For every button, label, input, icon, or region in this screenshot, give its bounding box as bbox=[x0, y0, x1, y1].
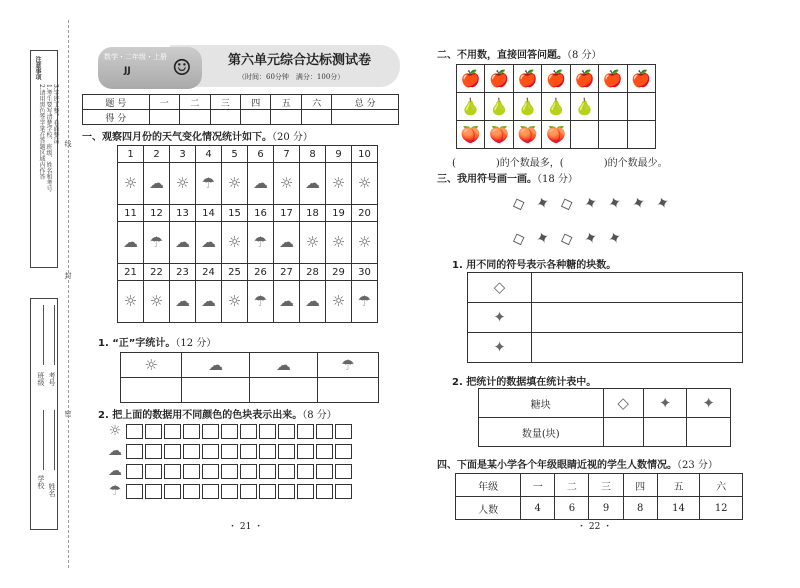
overcast-icon: ☁ bbox=[275, 355, 291, 374]
seal-mark-mi: 密 bbox=[64, 410, 72, 417]
color-block-cell[interactable] bbox=[316, 484, 333, 499]
grade-cell: 四 bbox=[623, 474, 657, 497]
question-4-heading bbox=[437, 456, 718, 471]
twist-candy-icon: ✦ bbox=[702, 393, 715, 412]
wrapped-candy-icon: ◇ bbox=[617, 393, 629, 412]
score-header: 一 bbox=[149, 95, 179, 110]
candy-row bbox=[509, 226, 625, 250]
day-number: 6 bbox=[248, 146, 274, 163]
day-number: 5 bbox=[222, 146, 248, 163]
weather-icon: ☂ bbox=[201, 174, 216, 192]
stat-answer-cell[interactable] bbox=[603, 418, 643, 447]
day-number: 8 bbox=[300, 146, 326, 163]
color-grid-row bbox=[106, 483, 352, 499]
score-cell[interactable] bbox=[240, 110, 270, 125]
day-number: 12 bbox=[144, 205, 170, 222]
color-block-cell[interactable] bbox=[297, 484, 314, 499]
day-number: 2 bbox=[144, 146, 170, 163]
question-3-heading bbox=[437, 170, 578, 185]
weather bbox=[222, 163, 248, 205]
color-block-cell[interactable] bbox=[335, 444, 352, 459]
color-block-cell[interactable] bbox=[278, 424, 295, 439]
cloudy-icon: ☁ bbox=[208, 355, 224, 374]
day-number: 20 bbox=[352, 205, 378, 222]
question-2-heading bbox=[437, 46, 602, 61]
candy-icon: ◇ bbox=[557, 192, 576, 215]
day-number: 28 bbox=[300, 264, 326, 281]
candy-icon: ✦ bbox=[629, 191, 649, 215]
weather bbox=[144, 281, 170, 323]
day-number: 27 bbox=[274, 264, 300, 281]
weather-icon: ☼ bbox=[279, 174, 294, 192]
symbol-answer-cell[interactable] bbox=[532, 273, 743, 303]
weather-icon: ☼ bbox=[227, 233, 242, 251]
color-block-cell[interactable] bbox=[164, 464, 181, 479]
candy-stat-table bbox=[478, 388, 731, 447]
weather bbox=[248, 281, 274, 323]
color-block-cell[interactable] bbox=[240, 424, 257, 439]
weather-icon: ☼ bbox=[331, 174, 346, 192]
weather-icon: ☂ bbox=[253, 292, 268, 310]
fruit: 🍎 bbox=[485, 65, 513, 93]
weather-icon: ☁ bbox=[175, 292, 190, 310]
color-block-cell[interactable] bbox=[126, 484, 143, 499]
candy-icon: ◇ bbox=[557, 227, 576, 250]
grade-cell: 六 bbox=[700, 474, 743, 497]
score-cell[interactable] bbox=[210, 110, 240, 125]
color-block-cell[interactable] bbox=[221, 444, 238, 459]
weather-icon: ☁ bbox=[175, 233, 190, 251]
color-block-cell[interactable] bbox=[183, 444, 200, 459]
color-block-cell[interactable] bbox=[259, 484, 276, 499]
fruit bbox=[599, 93, 627, 121]
weather-icon: ☼ bbox=[331, 292, 346, 310]
color-block-cell[interactable] bbox=[297, 464, 314, 479]
score-cell[interactable] bbox=[332, 110, 399, 125]
grade-tag-label: 数学・二年级・上册 bbox=[104, 53, 167, 61]
grade-cell: 五 bbox=[657, 474, 700, 497]
color-block-cell[interactable] bbox=[183, 464, 200, 479]
day-number: 3 bbox=[170, 146, 196, 163]
weather bbox=[222, 222, 248, 264]
count-cell: 8 bbox=[623, 497, 657, 520]
field-line bbox=[43, 305, 44, 365]
color-block-cell[interactable] bbox=[164, 484, 181, 499]
color-block-cell[interactable] bbox=[297, 444, 314, 459]
field-school: 学校 bbox=[37, 475, 45, 489]
tally-answer-cell[interactable] bbox=[249, 378, 317, 403]
weather bbox=[274, 281, 300, 323]
fruit: 🍐 bbox=[542, 93, 570, 121]
day-number: 18 bbox=[300, 205, 326, 222]
candy-row bbox=[509, 191, 673, 215]
weather bbox=[274, 222, 300, 264]
sunny-icon: ☼ bbox=[144, 355, 158, 374]
color-block-cell[interactable] bbox=[259, 464, 276, 479]
weather-icon: ☁ bbox=[253, 174, 268, 192]
striped-candy-icon: ✦ bbox=[658, 393, 672, 412]
weather-icon: ☂ bbox=[149, 233, 164, 251]
weather-icon: ☂ bbox=[357, 292, 372, 310]
tally-answer-cell[interactable] bbox=[317, 378, 378, 403]
color-block-cell[interactable] bbox=[259, 444, 276, 459]
overcast-icon: ☁ bbox=[108, 463, 122, 479]
q1-sub2-text: 2. 把上面的数据用不同颜色的色块表示出来。 bbox=[98, 410, 303, 421]
q1-sub1-heading bbox=[98, 334, 216, 349]
day-number: 1 bbox=[118, 146, 144, 163]
color-block-cell[interactable] bbox=[145, 444, 162, 459]
weather bbox=[352, 281, 378, 323]
day-number: 25 bbox=[222, 264, 248, 281]
color-block-cell[interactable] bbox=[145, 424, 162, 439]
weather bbox=[352, 163, 378, 205]
q1-sub2-heading bbox=[98, 406, 337, 421]
stat-label-candy: 糖块 bbox=[479, 389, 604, 418]
weather-icon: ☁ bbox=[305, 292, 320, 310]
rainy-icon: ☂ bbox=[108, 483, 122, 499]
score-header: 二 bbox=[180, 95, 210, 110]
weather-icon: ☼ bbox=[357, 233, 372, 251]
count-cell: 6 bbox=[555, 497, 589, 520]
fruit: 🍐 bbox=[513, 93, 541, 121]
grade-cell: 三 bbox=[589, 474, 623, 497]
weather-icon: ☼ bbox=[123, 174, 138, 192]
day-number: 15 bbox=[222, 205, 248, 222]
candy-icon: ◇ bbox=[509, 227, 528, 250]
q3-sub1-heading: 1. 用不同的符号表示各种糖的块数。 bbox=[452, 260, 617, 271]
fruit: 🍑 bbox=[457, 121, 485, 149]
fruit: 🍐 bbox=[485, 93, 513, 121]
day-number: 22 bbox=[144, 264, 170, 281]
rainy-icon: ☂ bbox=[341, 355, 355, 374]
color-block-cell[interactable] bbox=[126, 444, 143, 459]
question-4-points: （23 分） bbox=[677, 460, 718, 471]
weather-icon: ☼ bbox=[175, 174, 190, 192]
color-block-cell[interactable] bbox=[278, 444, 295, 459]
candy-icon: ✦ bbox=[605, 191, 625, 215]
day-number: 23 bbox=[170, 264, 196, 281]
count-cell: 4 bbox=[521, 497, 555, 520]
color-block-cell[interactable] bbox=[316, 424, 333, 439]
color-block-cell[interactable] bbox=[221, 424, 238, 439]
color-block-cell[interactable] bbox=[297, 424, 314, 439]
count-cell: 12 bbox=[700, 497, 743, 520]
weather-icon: ☼ bbox=[149, 292, 164, 310]
weather bbox=[144, 222, 170, 264]
weather-icon: ☼ bbox=[227, 292, 242, 310]
question-1-text: 一、观察四月份的天气变化情况统计如下。 bbox=[82, 132, 272, 143]
cloudy-icon: ☁ bbox=[108, 443, 122, 459]
score-cell[interactable] bbox=[149, 110, 179, 125]
color-block-cell[interactable] bbox=[259, 424, 276, 439]
field-line bbox=[54, 305, 55, 365]
color-block-cell[interactable] bbox=[240, 464, 257, 479]
weather-icon: ☼ bbox=[357, 174, 372, 192]
score-header: 六 bbox=[301, 95, 331, 110]
fold-line bbox=[68, 20, 69, 568]
striped-candy-icon: ✦ bbox=[493, 308, 506, 326]
weather bbox=[222, 281, 248, 323]
fruit bbox=[627, 93, 655, 121]
fruit-table bbox=[456, 64, 656, 149]
weather-icon: ☁ bbox=[201, 292, 216, 310]
color-block-cell[interactable] bbox=[202, 424, 219, 439]
fruit: 🍑 bbox=[542, 121, 570, 149]
color-grid-row bbox=[106, 423, 352, 439]
weather bbox=[326, 281, 352, 323]
weather-icon: ☁ bbox=[305, 174, 320, 192]
grade-cell: 二 bbox=[555, 474, 589, 497]
symbol-answer-cell[interactable] bbox=[532, 303, 743, 333]
fruit bbox=[599, 121, 627, 149]
count-row-label: 人数 bbox=[456, 497, 521, 520]
candy-icon: ✦ bbox=[533, 226, 553, 250]
sunny-icon: ☼ bbox=[108, 423, 122, 439]
day-number: 17 bbox=[274, 205, 300, 222]
color-block-cell[interactable] bbox=[145, 464, 162, 479]
weather-icon: ☁ bbox=[279, 233, 294, 251]
color-block-cell[interactable] bbox=[335, 484, 352, 499]
notes-line-1: 1.考生要写清楚学校、班级、姓名和考号 bbox=[45, 84, 52, 192]
score-header: 四 bbox=[240, 95, 270, 110]
score-header: 三 bbox=[210, 95, 240, 110]
color-block-cell[interactable] bbox=[164, 424, 181, 439]
symbol-table bbox=[467, 272, 743, 363]
question-4-text: 四、下面是某小学各个年级眼睛近视的学生人数情况。 bbox=[437, 460, 677, 471]
q3-sub2-heading: 2. 把统计的数据填在统计表中。 bbox=[452, 377, 597, 388]
weather bbox=[300, 163, 326, 205]
mascot-icon: ☺ bbox=[172, 56, 192, 81]
color-block-cell[interactable] bbox=[202, 484, 219, 499]
weather bbox=[248, 222, 274, 264]
edition-label: JJ bbox=[124, 66, 131, 76]
score-cell[interactable] bbox=[301, 110, 331, 125]
color-block-cell[interactable] bbox=[145, 484, 162, 499]
day-number: 13 bbox=[170, 205, 196, 222]
score-row-label: 得 分 bbox=[83, 110, 150, 125]
weather bbox=[118, 281, 144, 323]
weather bbox=[170, 281, 196, 323]
weather bbox=[274, 163, 300, 205]
weather bbox=[326, 163, 352, 205]
day-number: 29 bbox=[326, 264, 352, 281]
tally-answer-cell[interactable] bbox=[182, 378, 250, 403]
symbol-answer-cell[interactable] bbox=[532, 333, 743, 363]
fruit bbox=[627, 121, 655, 149]
color-block-cell[interactable] bbox=[335, 464, 352, 479]
question-3-points: （18 分） bbox=[537, 174, 578, 185]
weather bbox=[300, 281, 326, 323]
weather-icon: ☼ bbox=[123, 292, 138, 310]
day-number: 10 bbox=[352, 146, 378, 163]
weather bbox=[352, 222, 378, 264]
weather bbox=[118, 163, 144, 205]
question-1-points: （20 分） bbox=[272, 132, 313, 143]
seal-mark-feng: 封 bbox=[64, 272, 72, 279]
day-number: 24 bbox=[196, 264, 222, 281]
weather-calendar-table bbox=[117, 145, 378, 323]
weather bbox=[144, 163, 170, 205]
weather-icon: ☁ bbox=[123, 233, 138, 251]
weather-icon: ☼ bbox=[227, 174, 242, 192]
field-class: 班级 bbox=[37, 372, 45, 386]
weather-icon: ☼ bbox=[305, 233, 320, 251]
stat-answer-cell[interactable] bbox=[643, 418, 687, 447]
day-number: 19 bbox=[326, 205, 352, 222]
question-3-text: 三、我用符号画一画。 bbox=[437, 174, 537, 185]
day-number: 30 bbox=[352, 264, 378, 281]
day-number: 16 bbox=[248, 205, 274, 222]
question-1-heading bbox=[82, 128, 313, 143]
page-number-left: ・ 21 ・ bbox=[228, 522, 264, 532]
color-block-cell[interactable] bbox=[278, 484, 295, 499]
candy-icon: ✦ bbox=[605, 226, 625, 250]
day-number: 4 bbox=[196, 146, 222, 163]
myopia-table bbox=[455, 473, 743, 520]
weather-icon: ☁ bbox=[149, 174, 164, 192]
q1-sub2-points: （8 分） bbox=[302, 410, 337, 421]
day-number: 11 bbox=[118, 205, 144, 222]
wrapped-candy-icon: ◇ bbox=[493, 278, 506, 296]
fruit: 🍎 bbox=[542, 65, 570, 93]
weather bbox=[170, 163, 196, 205]
field-line bbox=[54, 410, 55, 470]
color-block-cell[interactable] bbox=[316, 444, 333, 459]
notes-title: 注意事项 bbox=[34, 56, 41, 80]
day-number: 26 bbox=[248, 264, 274, 281]
weather bbox=[196, 222, 222, 264]
question-2-points: （8 分） bbox=[567, 50, 602, 61]
weather bbox=[326, 222, 352, 264]
color-block-cell[interactable] bbox=[335, 424, 352, 439]
tally-answer-cell[interactable] bbox=[121, 378, 182, 403]
stat-label-count: 数量(块) bbox=[479, 418, 604, 447]
day-number: 7 bbox=[274, 146, 300, 163]
score-header: 五 bbox=[271, 95, 301, 110]
candy-icon: ✦ bbox=[653, 191, 673, 215]
seal-mark-xian: 线 bbox=[64, 140, 72, 147]
weather-icon: ☁ bbox=[201, 233, 216, 251]
color-block-cell[interactable] bbox=[183, 424, 200, 439]
fruit: 🍑 bbox=[513, 121, 541, 149]
field-line bbox=[43, 410, 44, 470]
score-cell[interactable] bbox=[271, 110, 301, 125]
candy-icon: ✦ bbox=[581, 191, 601, 215]
candy-icon: ◇ bbox=[509, 192, 528, 215]
color-grid-row bbox=[106, 463, 352, 479]
color-block-cell[interactable] bbox=[202, 464, 219, 479]
fruit: 🍑 bbox=[485, 121, 513, 149]
fruit: 🍎 bbox=[513, 65, 541, 93]
color-block-cell[interactable] bbox=[240, 484, 257, 499]
q1-sub1-text: 1. “正”字统计。 bbox=[98, 338, 176, 349]
weather bbox=[300, 222, 326, 264]
field-id: 考号 bbox=[48, 372, 56, 386]
count-cell: 9 bbox=[589, 497, 623, 520]
weather bbox=[196, 163, 222, 205]
color-block-cell[interactable] bbox=[316, 464, 333, 479]
candy-icon: ✦ bbox=[533, 191, 553, 215]
field-name: 姓名 bbox=[48, 483, 56, 497]
day-number: 9 bbox=[326, 146, 352, 163]
color-block-cell[interactable] bbox=[278, 464, 295, 479]
twist-candy-icon: ✦ bbox=[493, 338, 506, 356]
weather bbox=[170, 222, 196, 264]
color-block-cell[interactable] bbox=[221, 464, 238, 479]
fruit: 🍐 bbox=[457, 93, 485, 121]
page-title: 第六单元综合达标测试卷 bbox=[228, 53, 372, 68]
color-grid-row bbox=[106, 443, 352, 459]
color-block-cell[interactable] bbox=[126, 424, 143, 439]
grade-row-label: 年级 bbox=[456, 474, 521, 497]
weather bbox=[118, 222, 144, 264]
score-header: 题 号 bbox=[83, 95, 150, 110]
notes-line-2: 2.请用黑色签字笔在答题区域内作答 bbox=[38, 84, 45, 180]
weather bbox=[248, 163, 274, 205]
fruit: 🍐 bbox=[570, 93, 598, 121]
fruit: 🍎 bbox=[457, 65, 485, 93]
q2-answer-line[interactable]: ( )的个数最多，( )的个数最少。 bbox=[452, 158, 668, 169]
day-number: 14 bbox=[196, 205, 222, 222]
color-block-cell[interactable] bbox=[202, 444, 219, 459]
fruit bbox=[570, 121, 598, 149]
color-block-cell[interactable] bbox=[221, 484, 238, 499]
weather bbox=[196, 281, 222, 323]
score-cell[interactable] bbox=[180, 110, 210, 125]
fruit: 🍎 bbox=[570, 65, 598, 93]
exam-subtitle: （时间：60分钟 满分：100分） bbox=[238, 73, 345, 81]
count-cell: 14 bbox=[657, 497, 700, 520]
grade-cell: 一 bbox=[521, 474, 555, 497]
color-block-cell[interactable] bbox=[126, 464, 143, 479]
stat-answer-cell[interactable] bbox=[687, 418, 731, 447]
notes-line-3: 3.字迹工整，卷面整洁 bbox=[52, 84, 59, 144]
candy-icon: ✦ bbox=[581, 226, 601, 250]
tally-table bbox=[120, 352, 379, 403]
fruit: 🍎 bbox=[627, 65, 655, 93]
fruit: 🍎 bbox=[599, 65, 627, 93]
weather-icon: ☼ bbox=[331, 233, 346, 251]
score-table bbox=[82, 94, 399, 125]
color-block-cell[interactable] bbox=[183, 484, 200, 499]
weather-icon: ☂ bbox=[253, 233, 268, 251]
color-block-cell[interactable] bbox=[164, 444, 181, 459]
score-header: 总 分 bbox=[332, 95, 399, 110]
color-block-cell[interactable] bbox=[240, 444, 257, 459]
q1-sub1-points: （12 分） bbox=[175, 338, 217, 349]
day-number: 21 bbox=[118, 264, 144, 281]
page-number-right: ・ 22 ・ bbox=[577, 522, 613, 532]
question-2-text: 二、不用数，直接回答问题。 bbox=[437, 50, 567, 61]
weather-icon: ☁ bbox=[279, 292, 294, 310]
